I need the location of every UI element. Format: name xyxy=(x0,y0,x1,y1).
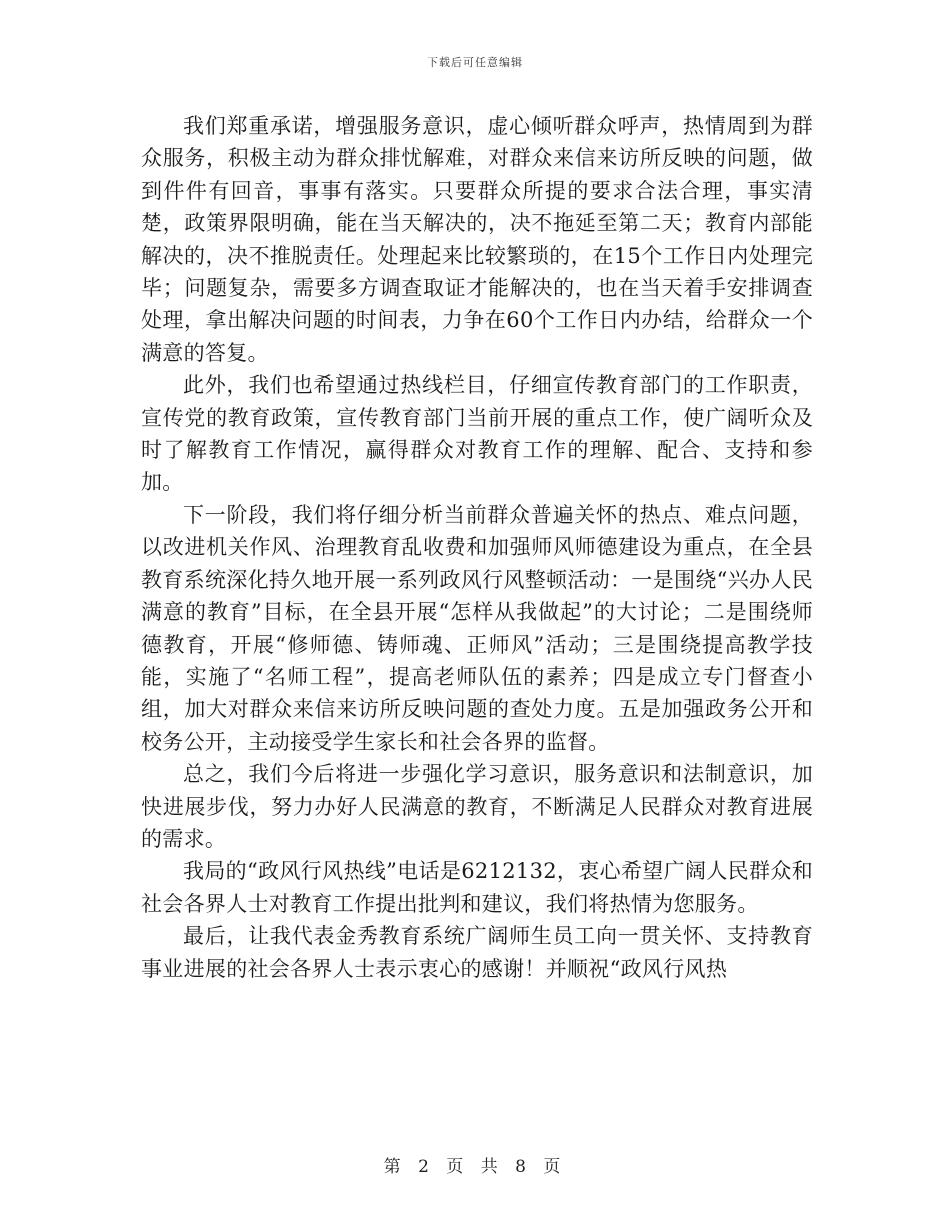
paragraph-hotline-publicity: 此外，我们也希望通过热线栏目，仔细宣传教育部门的工作职责，宣传党的教育政策，宣传教育部门当前开展的重点工作，使广阔听众及时了解教育工作情况，赢得群众对教育工作的理解、配合、支持和参加。 xyxy=(141,373,813,495)
paragraph-next-stage: 下一阶段，我们将仔细分析当前群众普遍关怀的热点、难点问题，以改进机关作风、治理教育乱收费和加强师风师德建设为重点，在全县教育系统深化持久地开展一系列政风行风整顿活动：一是围绕“兴办人民满意的教育”目标，在全县开展“怎样从我做起”的大讨论；二是围绕师德教育，开展“修师德、铸师魂、正师风”活动；三是围绕提高教学技能，实施了“名师工程”，提高老师队伍的素养；四是成立专门督查小组，加大对群众来信来访所反映问题的查处力度。五是加强政务公开和校务公开，主动接受学生家长和社会各界的监督。 xyxy=(141,502,813,754)
paragraph-summary: 总之，我们今后将进一步强化学习意识，服务意识和法制意识，加快进展步伐，努力办好人民满意的教育，不断满足人民群众对教育进展的需求。 xyxy=(141,762,813,851)
paragraph-closing: 最后，让我代表金秀教育系统广阔师生员工向一贯关怀、支持教育事业进展的社会各界人士表示衷心的感谢！并顺祝“政风行风热 xyxy=(141,924,813,981)
page-number: 第 2 页 共 8 页 xyxy=(383,1157,567,1177)
document-body xyxy=(141,110,813,985)
paragraph-commitment: 我们郑重承诺，增强服务意识，虚心倾听群众呼声，热情周到为群众服务，积极主动为群众排忧解难，对群众来信来访所反映的问题，做到件件有回音，事事有落实。只要群众所提的要求合法合理，事实清楚，政策界限明确，能在当天解决的，决不拖延至第二天；教育内部能解决的，决不推脱责任。处理起来比较繁琐的，在15个工作日内处理完毕；问题复杂，需要多方调查取证才能解决的，也在当天着手安排调查处理，拿出解决问题的时间表，力争在60个工作日内办结，给群众一个满意的答复。 xyxy=(141,114,813,365)
page-header-note: 下载后可任意编辑 xyxy=(427,56,523,69)
paragraph-hotline-phone: 我局的“政风行风热线”电话是6212132，衷心希望广阔人民群众和社会各界人士对教育工作提出批判和建议，我们将热情为您服务。 xyxy=(141,859,813,916)
